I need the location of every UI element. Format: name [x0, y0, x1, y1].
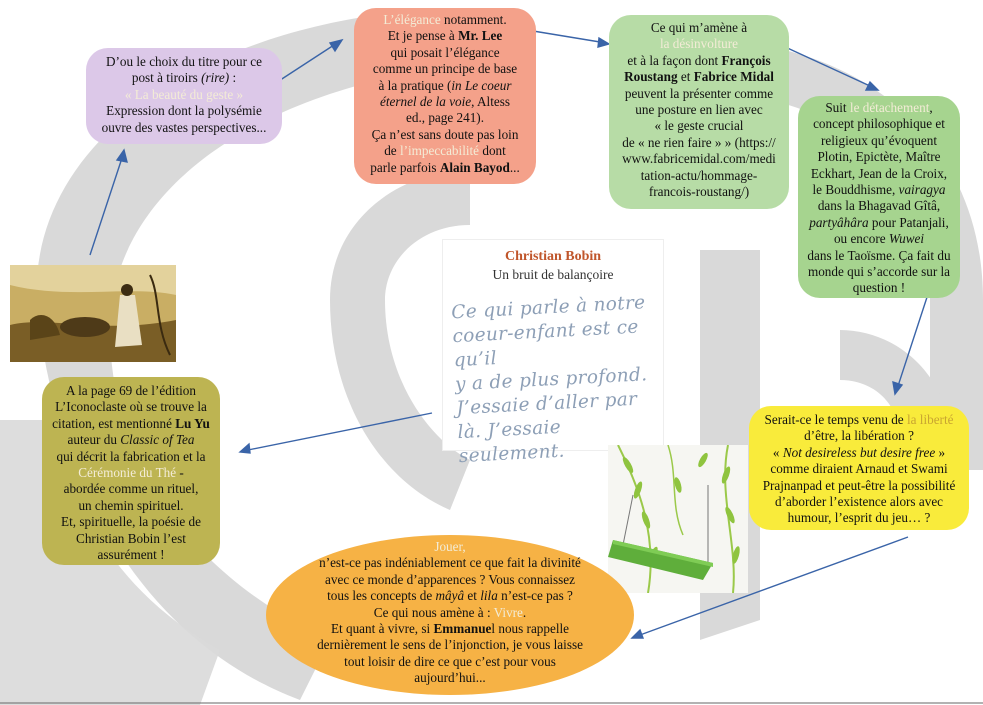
detachement-line: monde qui s’accorde sur la	[807, 264, 951, 280]
elegance-text: à la pratique (	[378, 77, 452, 93]
elegance-text: parle parfois	[370, 159, 440, 175]
titre-text: post à tiroirs	[131, 70, 202, 86]
detachement-text: ou encore	[833, 231, 889, 247]
desinvolture-line: une posture en lien avec	[635, 102, 763, 118]
the-line: abordée comme un rituel,	[63, 481, 199, 497]
detachement-line: Eckhart, Jean de la Croix,	[810, 165, 948, 181]
elegance-text: , Altess	[471, 94, 511, 110]
elegance-text: in Le coeur	[451, 77, 512, 93]
detachement-text: pour Patanjali,	[868, 214, 949, 230]
titre-line: ouvre des vastes perspectives...	[101, 119, 267, 135]
jouer-highlight: Vivre	[493, 604, 523, 620]
quote-line: là. J’essaie seulement.	[457, 416, 566, 468]
swing-image	[608, 445, 748, 593]
detachement-line: question !	[852, 280, 906, 296]
the-line: qui décrit la fabrication et la	[56, 448, 206, 464]
bubble-liberte	[749, 406, 969, 530]
detachement-line: Plotin, Epictète, Maître	[817, 149, 941, 165]
quote-line: Ce qui parle à notre	[450, 292, 646, 324]
book-quote	[451, 291, 660, 469]
jouer-text: tous les concepts de	[327, 588, 436, 604]
liberte-text: »	[935, 444, 946, 460]
willow-swing-illustration-icon	[608, 445, 748, 593]
jouer-text: l nous rappelle	[491, 621, 570, 637]
elegance-line: comme un principe de base	[372, 61, 518, 77]
elegance-line: ed., page 241).	[406, 110, 484, 126]
bubble-elegance	[354, 8, 536, 184]
elegance-name: Mr. Lee	[458, 28, 503, 44]
bubble-jouer	[266, 535, 634, 695]
jouer-line: tout loisir de dire ce que c’est pour vous	[344, 653, 556, 669]
the-text: -	[176, 465, 184, 481]
liberte-highlight: la liberté	[906, 412, 954, 427]
elegance-name: Alain Bayod	[439, 159, 510, 175]
desinvolture-highlight: la désinvolture	[659, 36, 738, 52]
jouer-text: n’est-ce pas ?	[497, 588, 573, 604]
elegance-text: notamment.	[440, 12, 507, 27]
desinvolture-name: Roustang	[624, 69, 678, 85]
detachement-text: vairagya	[898, 182, 946, 198]
desinvolture-text: et	[677, 69, 694, 85]
jouer-text: Ce qui nous amène à :	[373, 604, 494, 620]
liberte-line: d’être, la libération ?	[804, 428, 914, 444]
liberte-line: humour, l’esprit du jeu… ?	[787, 510, 931, 526]
bubble-titre	[86, 48, 282, 144]
the-highlight: Cérémonie du Thé	[78, 465, 177, 481]
elegance-highlight: L’élégance	[383, 12, 441, 27]
detachement-line: dans le Taoïsme. Ça fait du	[807, 247, 951, 263]
detachement-line: religieux qu’évoquent	[820, 132, 938, 148]
elegance-text: ...	[509, 159, 520, 175]
detachement-highlight: le détachement	[849, 100, 930, 115]
liberte-line: d’aborder l’existence alors avec	[774, 494, 944, 510]
detachement-line: concept philosophique et	[813, 116, 945, 132]
elegance-text: de	[384, 143, 400, 159]
detachement-text: le Bouddhisme,	[812, 182, 899, 198]
elegance-text: Et je pense à	[387, 28, 459, 44]
detachement-line: dans la Bhagavad Gîtâ,	[817, 198, 941, 214]
titre-text: :	[229, 70, 237, 86]
the-line: assurément !	[97, 547, 165, 563]
elegance-text: dont	[479, 143, 506, 159]
book-cover	[443, 240, 663, 468]
titre-line: Expression dont la polysémie	[106, 103, 262, 119]
liberte-text: «	[772, 444, 783, 460]
tea-painting	[10, 265, 176, 362]
desinvolture-line: Ce qui m’amène à	[650, 20, 748, 35]
quote-line: coeur-enfant est ce qu’il	[452, 316, 640, 372]
the-line: Christian Bobin l’est	[76, 530, 186, 546]
desinvolture-link[interactable]: www.fabricemidal.com/medi	[622, 151, 776, 167]
jouer-line: aujourd’hui...	[414, 670, 486, 686]
desinvolture-link[interactable]: francois-roustang/)	[648, 184, 750, 200]
the-line: un chemin spirituel.	[78, 497, 184, 513]
elegance-line: Ça n’est sans doute pas loin	[371, 126, 519, 142]
elegance-highlight: l’impeccabilité	[399, 143, 480, 159]
the-line: Et, spirituelle, la poésie de	[61, 514, 201, 530]
bubble-the	[42, 377, 220, 565]
jouer-text: lila	[480, 588, 498, 604]
desinvolture-text: et à la façon dont	[627, 52, 722, 68]
the-text: Classic of Tea	[120, 432, 195, 448]
desinvolture-name: Fabrice Midal	[693, 69, 774, 85]
jouer-line: n’est-ce pas indéniablement ce que fait la divinité	[319, 555, 581, 571]
desinvolture-name: François	[721, 52, 771, 68]
titre-highlight: « La beauté du geste »	[124, 86, 244, 102]
desinvolture-line: de « ne rien faire » » (https://	[622, 134, 776, 150]
desinvolture-line: « le geste crucial	[654, 118, 744, 134]
elegance-text: éternel de la voie	[379, 94, 472, 110]
detachement-text: Wuwei	[888, 231, 925, 247]
liberte-text: Not desireless but desire free	[782, 444, 936, 460]
book-title: Un bruit de balançoire	[492, 267, 614, 282]
jouer-text: .	[522, 604, 527, 620]
quote-line: y a de plus profond.	[454, 364, 648, 396]
liberte-text: Serait-ce le temps venu de	[764, 412, 907, 427]
jouer-text: Et quant à vivre, si	[330, 621, 434, 637]
jouer-text: mâyâ	[435, 588, 465, 604]
desinvolture-line: peuvent la présenter comme	[624, 85, 774, 101]
desinvolture-link[interactable]: tation-actu/hommage-	[640, 167, 758, 183]
the-line: A la page 69 de l’édition	[65, 383, 196, 398]
bubble-detachement	[798, 96, 960, 298]
quote-line: J’essaie d’aller par	[455, 388, 638, 420]
jouer-highlight: Jouer,	[434, 539, 466, 554]
detachement-text: partyâhâra	[809, 214, 869, 230]
chinese-tea-painting-icon	[10, 265, 176, 362]
the-text: citation, est mentionné	[52, 415, 176, 431]
detachement-text: Suit	[825, 100, 850, 115]
titre-text: (rire)	[201, 70, 230, 86]
book-author: Christian Bobin	[504, 249, 602, 264]
the-name: Lu Yu	[175, 415, 210, 431]
the-line: L’Iconoclaste où se trouve la	[55, 399, 207, 415]
titre-line: D’ou le choix du titre pour ce	[105, 54, 262, 69]
bubble-desinvolture	[609, 15, 789, 209]
jouer-line: dernièrement le sens de l’injonction, je vous laisse	[317, 637, 583, 653]
elegance-line: qui posait l’élégance	[390, 44, 500, 60]
jouer-text: et	[464, 588, 481, 604]
jouer-name: Emmanue	[433, 621, 492, 637]
jouer-line: avec ce monde d’apparences ? Vous connaissez	[325, 571, 575, 587]
detachement-text: ,	[929, 100, 933, 115]
liberte-line: comme diraient Arnaud et Swami	[770, 461, 948, 477]
the-text: auteur du	[67, 432, 121, 448]
liberte-line: Prajnanpad et peut-être la possibilité	[762, 477, 956, 493]
